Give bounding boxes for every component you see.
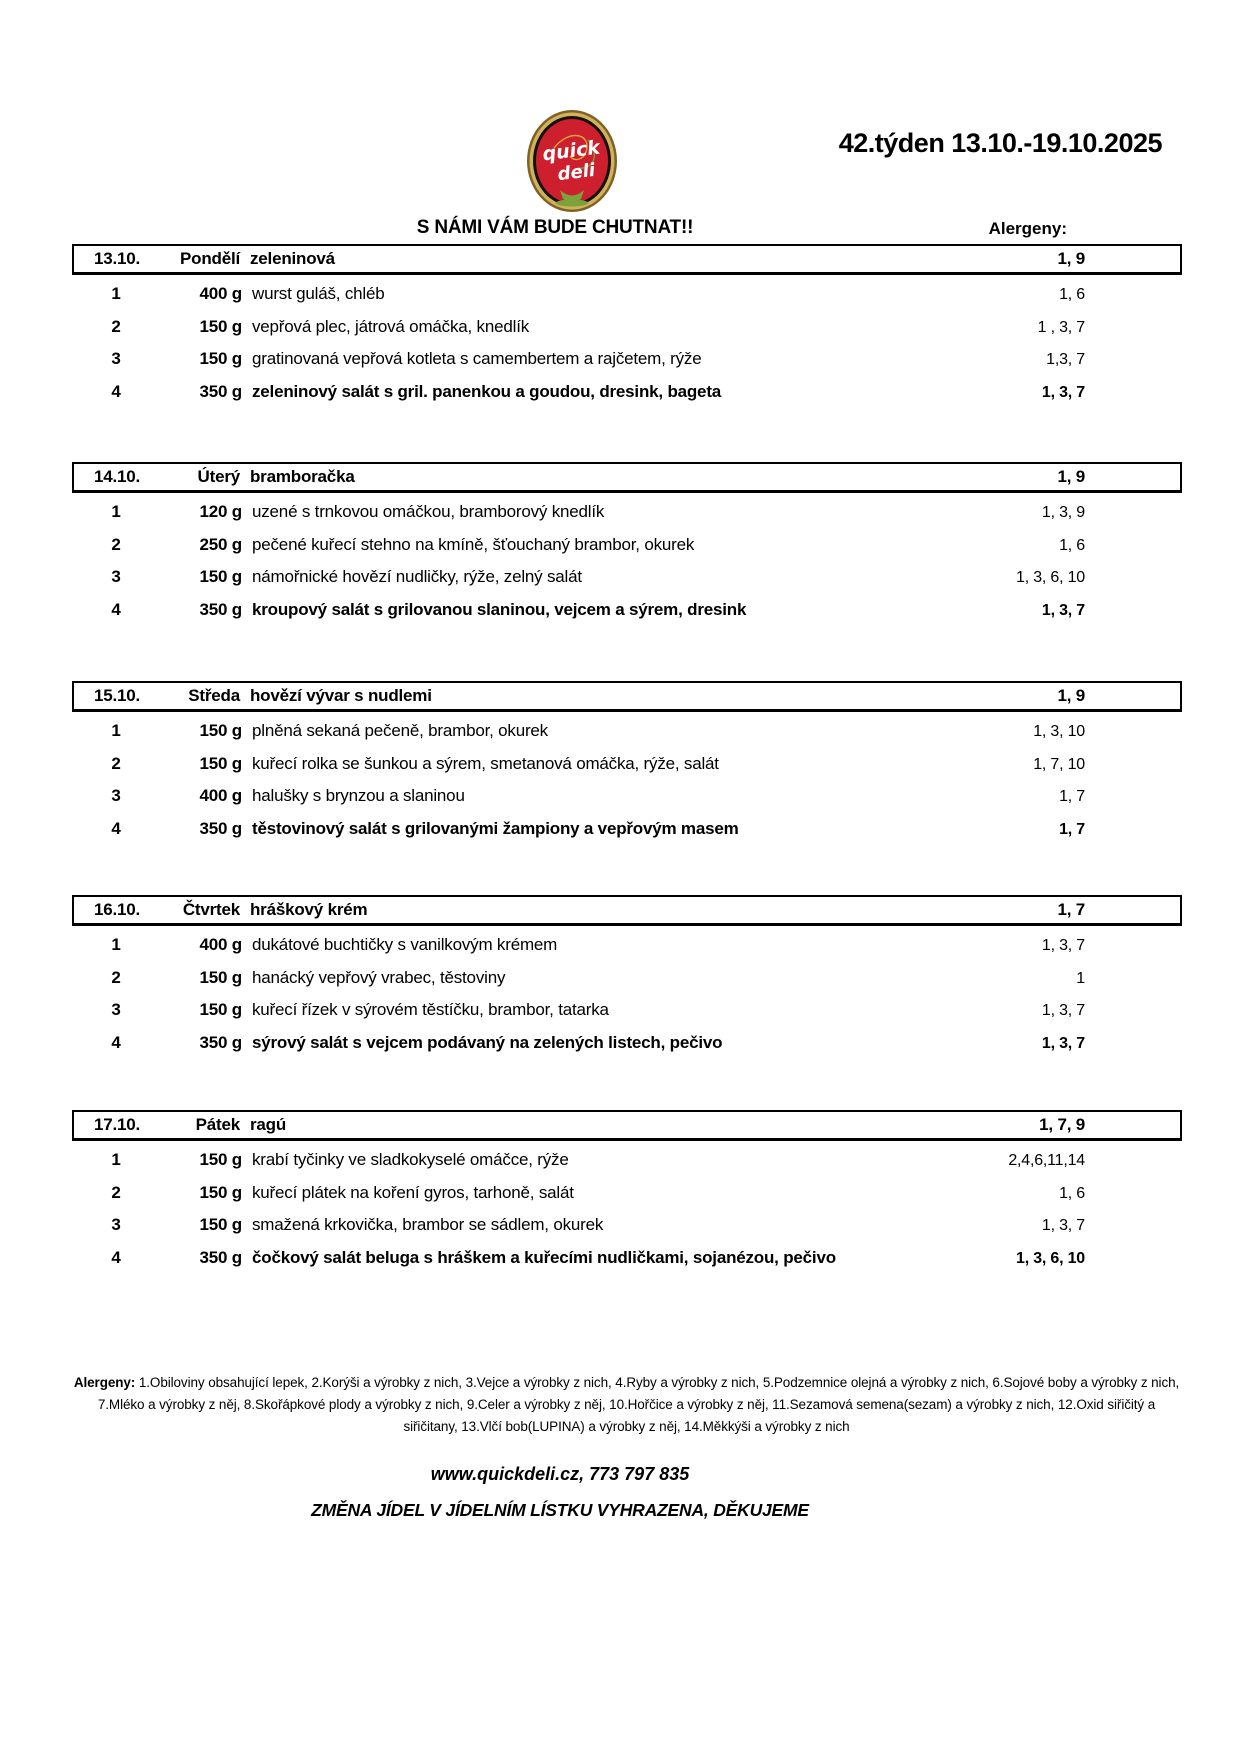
item-description: wurst guláš, chléb: [252, 284, 385, 303]
day-date: 14.10.: [93, 467, 141, 486]
day-date: 13.10.: [93, 249, 141, 268]
item-description: smažená krkovička, brambor se sádlem, okurek: [252, 1215, 604, 1234]
item-weight: 150 g: [199, 1215, 242, 1234]
item-number: 2: [111, 754, 121, 773]
menu-item-row: [72, 786, 1085, 810]
item-allergens: 2,4,6,11,14: [1008, 1152, 1085, 1169]
item-weight: 350 g: [199, 819, 242, 838]
tagline: S NÁMI VÁM BUDE CHUTNAT!!: [416, 217, 694, 238]
item-weight: 150 g: [199, 721, 242, 740]
item-number: 1: [111, 721, 121, 740]
menu-item-row: [72, 968, 1085, 992]
item-allergens: 1, 3, 7: [1041, 937, 1085, 954]
item-number: 3: [111, 1000, 121, 1019]
menu-item-row: [72, 721, 1085, 745]
item-weight: 350 g: [199, 1033, 242, 1052]
item-allergens: 1, 3, 7: [1041, 384, 1085, 401]
menu-item-row: [72, 1150, 1085, 1174]
soup-allergens: 1, 7, 9: [1039, 1115, 1085, 1134]
item-allergens: 1, 7: [1059, 821, 1085, 838]
item-number: 3: [111, 1215, 121, 1234]
item-number: 2: [111, 317, 121, 336]
menu-item-row: [72, 502, 1085, 526]
week-title: 42.týden 13.10.-19.10.2025: [838, 128, 1162, 158]
item-weight: 150 g: [199, 1183, 242, 1202]
menu-item-row: [72, 1033, 1085, 1057]
item-number: 1: [111, 284, 121, 303]
item-allergens: 1: [1076, 970, 1085, 987]
item-description: námořnické hovězí nudličky, rýže, zelný salát: [252, 567, 582, 586]
item-weight: 400 g: [199, 935, 242, 954]
item-description: zeleninový salát s gril. panenkou a goudou, dresink, bageta: [252, 382, 722, 401]
quick-deli-logo: [526, 108, 618, 214]
item-description: krabí tyčinky ve sladkokyselé omáčce, rýže: [252, 1150, 569, 1169]
item-description: uzené s trnkovou omáčkou, bramborový knedlík: [252, 502, 605, 521]
item-weight: 150 g: [199, 968, 242, 987]
item-number: 3: [111, 786, 121, 805]
item-number: 1: [111, 935, 121, 954]
item-weight: 120 g: [199, 502, 242, 521]
item-weight: 150 g: [199, 349, 242, 368]
item-description: hanácký vepřový vrabec, těstoviny: [252, 968, 506, 987]
soup-allergens: 1, 7: [1057, 900, 1085, 919]
menu-item-row: [72, 535, 1085, 559]
item-description: kuřecí řízek v sýrovém těstíčku, brambor, tatarka: [252, 1000, 609, 1019]
item-number: 1: [111, 1150, 121, 1169]
item-allergens: 1, 7: [1059, 788, 1085, 805]
logo-text-deli: deli: [556, 159, 597, 186]
item-description: gratinovaná vepřová kotleta s camembertem a rajčetem, rýže: [252, 349, 702, 368]
soup-name: zeleninová: [250, 249, 335, 268]
item-allergens: 1, 3, 7: [1041, 602, 1085, 619]
item-allergens: 1, 6: [1059, 1185, 1085, 1202]
item-weight: 350 g: [199, 600, 242, 619]
logo-saucer-icon: [556, 200, 588, 207]
item-allergens: 1, 7, 10: [1033, 756, 1085, 773]
menu-item-row: [72, 1000, 1085, 1024]
item-description: kuřecí plátek na koření gyros, tarhoně, salát: [252, 1183, 574, 1202]
website-phone-line: www.quickdeli.cz, 773 797 835: [430, 1464, 690, 1484]
item-weight: 400 g: [199, 786, 242, 805]
item-weight: 250 g: [199, 535, 242, 554]
day-block: [72, 1110, 1182, 1267]
item-description: kuřecí rolka se šunkou a sýrem, smetanová omáčka, rýže, salát: [252, 754, 719, 773]
item-number: 3: [111, 567, 121, 586]
item-number: 2: [111, 968, 121, 987]
day-name: Středa: [188, 686, 240, 705]
item-number: 2: [111, 1183, 121, 1202]
day-name: Pondělí: [180, 249, 240, 268]
item-weight: 400 g: [199, 284, 242, 303]
day-header-row: [72, 1110, 1182, 1141]
item-number: 4: [111, 1248, 121, 1267]
item-allergens: 1, 3, 6, 10: [1016, 1250, 1085, 1267]
soup-allergens: 1, 9: [1057, 249, 1085, 268]
menu-item-row: [72, 349, 1085, 373]
item-allergens: 1, 3, 6, 10: [1016, 569, 1085, 586]
menu-item-row: [72, 1183, 1085, 1207]
allergen-legend-text: 1.Obiloviny obsahující lepek, 2.Korýši a výrobky z nich, 3.Vejce a výrobky z nich, 4.Ryby a výrobky z nich, 5.Podzemnice olejná a výrobky z nich, 6.Sojové boby a výrobky z nich, 7.Mléko a výrobky z něj, 8.Skořápkové plody a výrobky z nich, 9.Celer a výrobky z něj, 10.Hořčice a výrobky z něj, 11.Sezamová semena(sezam) a výrobky z nich, 12.Oxid siřičitý a siřičitany, 13.Vlčí bob(LUPINA) a výrobky z něj, 14.Měkkýši a výrobky z nich: [97, 1375, 1180, 1434]
logo-text-quick: quick: [541, 136, 602, 166]
day-header-row: [72, 681, 1182, 712]
day-name: Úterý: [197, 467, 240, 486]
menu-change-notice: ZMĚNA JÍDEL V JÍDELNÍM LÍSTKU VYHRAZENA, DĚKUJEME: [311, 1500, 809, 1520]
day-block: [72, 895, 1182, 1052]
item-weight: 150 g: [199, 754, 242, 773]
item-allergens: 1, 6: [1059, 537, 1085, 554]
soup-name: hráškový krém: [250, 900, 368, 919]
soup-name: bramboračka: [250, 467, 355, 486]
menu-item-row: [72, 819, 1085, 843]
item-description: dukátové buchtičky s vanilkovým krémem: [252, 935, 558, 954]
allergens-column-label: Alergeny:: [988, 219, 1067, 238]
item-allergens: 1,3, 7: [1046, 351, 1085, 368]
item-weight: 150 g: [199, 317, 242, 336]
allergen-legend-label: Alergeny:: [73, 1375, 136, 1390]
item-allergens: 1, 3, 10: [1033, 723, 1085, 740]
item-number: 2: [111, 535, 121, 554]
day-name: Pátek: [195, 1115, 240, 1134]
menu-item-row: [72, 567, 1085, 591]
menu-item-row: [72, 754, 1085, 778]
menu-item-row: [72, 600, 1085, 624]
day-date: 15.10.: [93, 686, 141, 705]
item-allergens: 1, 3, 7: [1041, 1217, 1085, 1234]
item-allergens: 1, 3, 7: [1041, 1035, 1085, 1052]
day-block: [72, 462, 1182, 619]
soup-name: hovězí vývar s nudlemi: [250, 686, 432, 705]
item-weight: 150 g: [199, 567, 242, 586]
item-description: čočkový salát beluga s hráškem a kuřecími nudličkami, sojanézou, pečivo: [252, 1248, 836, 1267]
item-allergens: 1 , 3, 7: [1037, 319, 1085, 336]
item-description: halušky s brynzou a slaninou: [252, 786, 465, 805]
item-description: vepřová plec, játrová omáčka, knedlík: [252, 317, 530, 336]
item-number: 4: [111, 1033, 121, 1052]
logo-graphic: [526, 108, 618, 214]
item-allergens: 1, 3, 7: [1041, 1002, 1085, 1019]
item-description: těstovinový salát s grilovanými žampiony a vepřovým masem: [252, 819, 739, 838]
menu-item-row: [72, 1248, 1085, 1272]
day-block: [72, 681, 1182, 838]
item-number: 4: [111, 382, 121, 401]
item-description: sýrový salát s vejcem podávaný na zelených listech, pečivo: [252, 1033, 723, 1052]
day-header-row: [72, 244, 1182, 275]
item-description: pečené kuřecí stehno na kmíně, šťouchaný brambor, okurek: [252, 535, 695, 554]
item-weight: 150 g: [199, 1150, 242, 1169]
item-allergens: 1, 3, 9: [1041, 504, 1085, 521]
item-number: 1: [111, 502, 121, 521]
item-weight: 350 g: [199, 1248, 242, 1267]
soup-name: ragú: [250, 1115, 287, 1134]
day-block: [72, 244, 1182, 401]
day-header-row: [72, 462, 1182, 493]
item-number: 4: [111, 600, 121, 619]
item-number: 4: [111, 819, 121, 838]
day-date: 17.10.: [93, 1115, 141, 1134]
day-name: Čtvrtek: [182, 900, 240, 919]
allergen-legend: [73, 1372, 1180, 1438]
menu-item-row: [72, 1215, 1085, 1239]
soup-allergens: 1, 9: [1057, 686, 1085, 705]
menu-item-row: [72, 317, 1085, 341]
menu-item-row: [72, 935, 1085, 959]
item-description: plněná sekaná pečeně, brambor, okurek: [252, 721, 548, 740]
item-weight: 350 g: [199, 382, 242, 401]
item-number: 3: [111, 349, 121, 368]
item-allergens: 1, 6: [1059, 286, 1085, 303]
item-description: kroupový salát s grilovanou slaninou, vejcem a sýrem, dresink: [252, 600, 747, 619]
day-date: 16.10.: [93, 900, 141, 919]
soup-allergens: 1, 9: [1057, 467, 1085, 486]
day-header-row: [72, 895, 1182, 926]
item-weight: 150 g: [199, 1000, 242, 1019]
menu-item-row: [72, 284, 1085, 308]
menu-item-row: [72, 382, 1085, 406]
